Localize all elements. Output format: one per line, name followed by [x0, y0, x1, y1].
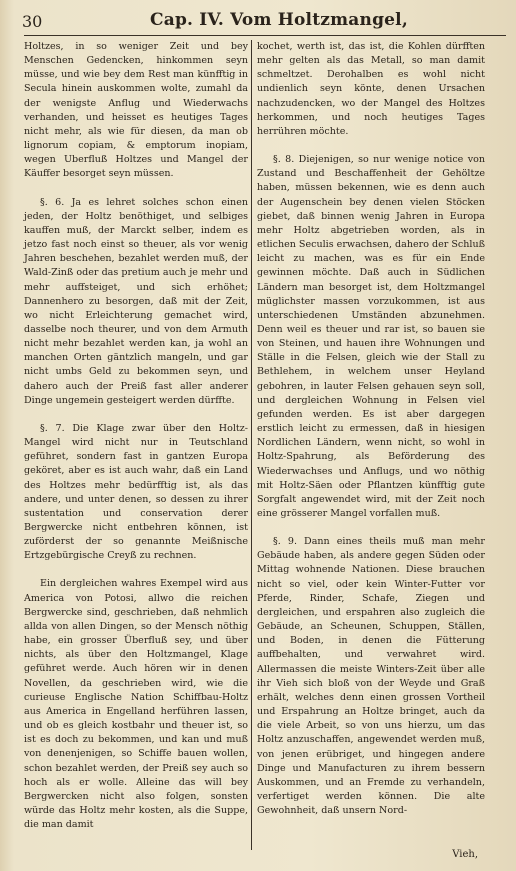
- column-divider: [251, 40, 252, 850]
- header-rule: [24, 35, 506, 36]
- paragraph: kochet, werth ist, das ist, die Kohlen dürfften mehr gelten als das Metall, so man damit schmeltzet. Derohalben es wohl nicht undienlich seyn könte, denen Ursachen nachzudencken, wo der Mangel des Holtzes herkommen, und noch heutiges Tages herrühren möchte.: [257, 41, 485, 137]
- paragraph: §. 9. Dann eines theils muß man mehr Gebäude haben, als andere gegen Süden oder Mittag wohnende Nationen. Diese brauchen nicht so viel, oder kein Winter-Futter vor Pferde, Rinder, Schafe, Ziegen und dergleichen, und erspahren also zugleich die Gebäude, an Scheunen, Schuppen, Ställen, und Boden, in denen die Fütterung auffbehalten, und verwahret wird. Allermassen die meiste Winters-Zeit über alle ihr Vieh sich bloß von der Weyde und Graß erhält, welches denn einen grossen Vortheil und Erspahrung an Holtze bringet, auch da die viele Arbeit, so von uns hierzu, um das Holtz anzuschaffen, angewendet werden muß, von jenen erübriget, und hingegen andere Dinge und Manufacturen zu ihrem bessern Auskommen, und an Fremde zu verhandeln, verfertiget werden können. Die alte Gewohnheit, daß unsern Nord-: [257, 536, 485, 817]
- paragraph: §. 7. Die Klage zwar über den Holtz-Mangel wird nicht nur in Teutschland geführet, sondern fast in gantzen Europa geköret, aber es ist auch wahr, daß ein Land des Holtzes mehr bedürfftig ist, als das andere, und unter denen, so dessen zu ihrer sustentation und conservation derer Bergwercke nicht entbehren können, ist zuförderst der so genannte Meißnische Ertzgebürgische Creyß zu rechnen.: [24, 422, 248, 562]
- paragraph: Holtzes, in so weniger Zeit und bey Menschen Gedencken, hinkommen seyn müsse, und wie bey dem Rest man künfftig in Secula hinein auskommen wolte, zumahl da der wenigste Anflug und Wiederwachs verhanden, und heisset es heutiges Tages nicht mehr, als wie für diesen, da man ob lignorum copiam, & emptorum inopiam, wegen Uberfluß Holtzes und Mangel der Käuffer besorget seyn müssen.: [24, 41, 248, 180]
- paragraph: §. 6. Ja es lehret solches schon einen jeden, der Holtz benöthiget, und selbiges kauffen muß, der Marckt selber, indem es jetzo fast noch einst so theuer, als vor wenig Jahren beschehen, bezahlet werden muß, der Wald-Zinß oder das pretium auch je mehr und mehr auffsteiget, und sich erhöhet; Dannenhero zu besorgen, daß mit der Zeit, wo nicht Erleichterung gemachet wird, dasselbe noch theurer, und von dem Armuth nicht mehr bezahlet werden kan, ja wohl an manchen Orten gäntzlich mangeln, und gar nicht umbs Geld zu bekommen seyn, und dahero auch der Preiß fast aller anderer Dinge ungemein gesteigert werden dürffte.: [24, 196, 248, 406]
- paragraph: Ein dergleichen wahres Exempel wird aus America von Potosi, allwo die reichen Bergwercke sind, geschrieben, daß nehmlich allda von allen Dingen, so der Mensch nöthig habe, ein grosser Überfluß sey, und über nichts, als über den Holtzmangel, Klage geführet werde. Auch hören wir in denen Novellen, da geschrieben wird, wie die curieuse Englische Nation Schiffbau-Holtz aus America in Engelland herführen lassen, und ob es gleich kostbahr und theuer ist, so ist es doch zu bekommen, und kan und muß von denenjenigen, so Schiffe bauen wollen, schon bezahlet werden, der Preiß sey auch so hoch als er wolle. Alleine das will bey Bergwercken nicht also folgen, sonsten würde das Holtz mehr kosten, als die Suppe, die man damit: [24, 578, 248, 831]
- left-column: [24, 40, 248, 832]
- catchword: Vieh,: [452, 849, 478, 860]
- running-head: Cap. IV. Vom Holtzmangel,: [150, 10, 408, 30]
- right-column: [257, 40, 485, 818]
- paragraph: §. 8. Diejenigen, so nur wenige notice von Zustand und Beschaffenheit der Gehöltze haben, müssen bekennen, wie es denn auch der Augenschein bey denen vielen Stöcken giebet, daß binnen wenig Jahren in Europa mehr Holtz abgetrieben worden, als in etlichen Seculis erwachsen, dahero der Schluß leicht zu machen, was es für ein Ende gewinnen möchte. Daß auch in Südlichen Ländern man besorget ist, dem Holtzmangel müglichster massen vorzukommen, ist aus unterschiedenen Umständen abzunehmen. Denn weil es theuer und rar ist, so bauen sie von Steinen, und hauen ihre Wohnungen und Ställe in die Felsen, gleich wie der Stall zu Bethlehem, in welchem unser Heyland gebohren, in lauter Felsen gehauen seyn soll, und dergleichen Wohnung in Felsen viel gefunden werden. Es ist aber dargegen erstlich leicht zu ermessen, daß in hiesigen Nordlichen Ländern, wenn nicht, so wohl in Holtz-Spahrung, als Beförderung des Wiederwachses und Anflugs, und wo nöthig mit Holtz-Säen oder Pflantzen künfftig gute Sorgfalt angewendet wird, mit der Zeit noch eine grösserer Mangel vorfallen muß.: [257, 154, 485, 519]
- page-number: 30: [22, 12, 43, 31]
